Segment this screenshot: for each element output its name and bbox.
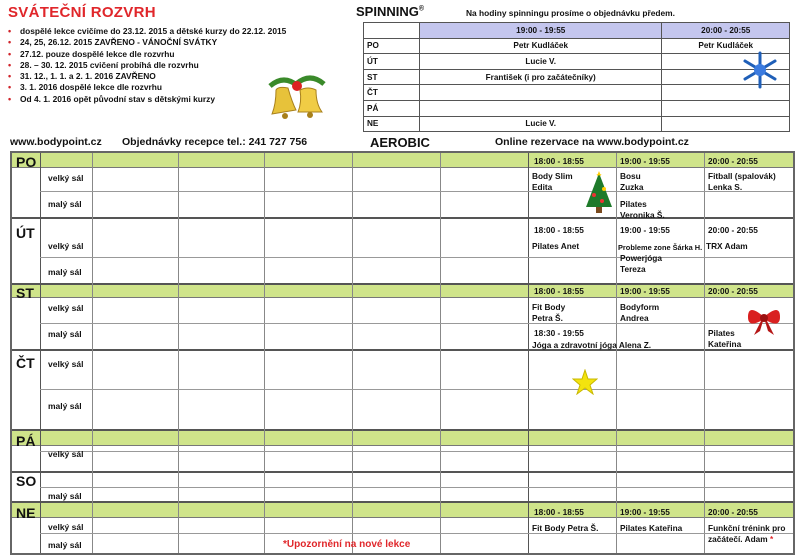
snowflake-icon	[740, 50, 780, 90]
aerobic-schedule	[10, 151, 795, 555]
star-icon	[572, 369, 598, 395]
class-entry: Bosu Zuzka	[620, 171, 644, 192]
class-entry: TRX Adam	[706, 241, 748, 251]
notice-item: • 31. 12., 1. 1. a 2. 1. 2016 ZAVŘENO	[8, 71, 156, 82]
notice-item: • 3. 1. 2016 dospělé lekce dle rozvrhu	[8, 82, 162, 93]
table-row: PÁ	[364, 100, 790, 116]
day-label-st: ST	[16, 285, 34, 301]
notice-item: • 28. – 30. 12. 2015 cvičení probíhá dle rozvrhu	[8, 59, 199, 70]
room-label: velký sál	[48, 522, 84, 532]
class-entry: Pilates Anet	[532, 241, 580, 251]
room-label: malý sál	[48, 540, 82, 550]
notice-item: • dospělé lekce cvičíme do 23.12. 2015 a dětské kurzy do 22.12. 2015	[8, 26, 287, 36]
table-row: PO Petr Kudláček Petr Kudláček	[364, 38, 790, 54]
notice-item: • 27.12. pouze dospělé lekce dle rozvrhu	[8, 48, 175, 59]
room-label: velký sál	[48, 241, 84, 251]
class-entry: Fit Body Petra Š.	[532, 302, 566, 323]
christmas-bells-icon	[262, 62, 332, 126]
day-band	[12, 283, 793, 298]
day-band	[12, 431, 793, 446]
table-row: NE Lucie V.	[364, 116, 790, 132]
time-slot: 20:00 - 20:55	[708, 507, 758, 517]
time-slot: 19:00 - 19:55	[620, 286, 670, 296]
spinning-table	[363, 22, 790, 132]
day-label-po: PO	[16, 154, 37, 170]
room-label: malý sál	[48, 491, 82, 501]
christmas-tree-icon	[582, 171, 616, 215]
class-entry: Bodyform Andrea	[620, 302, 660, 323]
table-row: ČT	[364, 85, 790, 101]
day-band	[12, 503, 793, 518]
time-slot: 20:00 - 20:55	[708, 156, 758, 166]
room-label: velký sál	[48, 303, 84, 313]
time-slot: 18:30 - 19:55	[534, 328, 584, 338]
class-entry: Fit Body Petra Š.	[532, 523, 599, 533]
room-label: malý sál	[48, 401, 82, 411]
table-row: ST František (i pro začátečníky)	[364, 69, 790, 85]
time-slot: 19:00 - 19:55	[620, 225, 670, 235]
day-label-ut: ÚT	[16, 225, 35, 241]
class-entry: Body Slim Edita	[532, 171, 573, 192]
room-label: velký sál	[48, 449, 84, 459]
day-band	[12, 153, 793, 168]
room-label: malý sál	[48, 267, 82, 277]
online-reservation-text: Online rezervace na www.bodypoint.cz	[495, 136, 689, 148]
time-header: 20:00 - 20:55	[662, 23, 790, 39]
class-entry: Pilates Veronika Š.	[620, 199, 665, 220]
class-entry: Pilates Kateřina	[708, 328, 742, 349]
room-label: velký sál	[48, 359, 84, 369]
time-slot: 20:00 - 20:55	[708, 225, 758, 235]
time-slot: 18:00 - 18:55	[534, 507, 584, 517]
class-entry: Pilates Kateřina	[620, 523, 683, 533]
class-entry: Funkční trénink pro začátečí. Adam *	[708, 523, 786, 544]
room-label: malý sál	[48, 329, 82, 339]
day-label-ne: NE	[16, 505, 36, 521]
new-lessons-note: *Upozornění na nové lekce	[283, 539, 411, 550]
notice-item: • 24, 25, 26.12. 2015 ZAVŘENO - VÁNOČNÍ SVÁTKY	[8, 37, 218, 48]
class-entry: Powerjóga Tereza	[620, 253, 662, 274]
time-slot: 19:00 - 19:55	[620, 507, 670, 517]
notice-item: • Od 4. 1. 2016 opět původní stav s dětskými kurzy	[8, 93, 216, 104]
spinning-note: Na hodiny spinningu prosíme o objednávku předem.	[466, 8, 675, 18]
day-label-so: SO	[16, 473, 37, 489]
class-entry: Probleme zone Šárka H.	[618, 243, 703, 252]
table-row: ÚT Lucie V.	[364, 54, 790, 70]
time-slot: 18:00 - 18:55	[534, 286, 584, 296]
phone-text: Objednávky recepce tel.: 241 727 756	[122, 136, 308, 148]
day-label-ct: ČT	[16, 355, 35, 371]
time-slot: 18:00 - 18:55	[534, 156, 584, 166]
website-text: www.bodypoint.cz	[10, 136, 102, 148]
time-header: 19:00 - 19:55	[420, 23, 662, 39]
christmas-bow-icon	[744, 303, 784, 337]
page-title: SVÁTEČNÍ ROZVRH	[8, 4, 156, 21]
class-entry: Fitball (spalovák) Lenka S.	[708, 171, 776, 192]
spinning-title: SPINNING®	[356, 4, 425, 19]
section-title: AEROBIC	[370, 135, 430, 150]
time-slot: 18:00 - 18:55	[534, 225, 584, 235]
room-label: velký sál	[48, 173, 84, 183]
day-label-pa: PÁ	[16, 433, 36, 449]
room-label: malý sál	[48, 199, 82, 209]
class-entry: Jóga a zdravotní jóga Alena Z.	[532, 340, 652, 350]
time-slot: 20:00 - 20:55	[708, 286, 758, 296]
time-slot: 19:00 - 19:55	[620, 156, 670, 166]
